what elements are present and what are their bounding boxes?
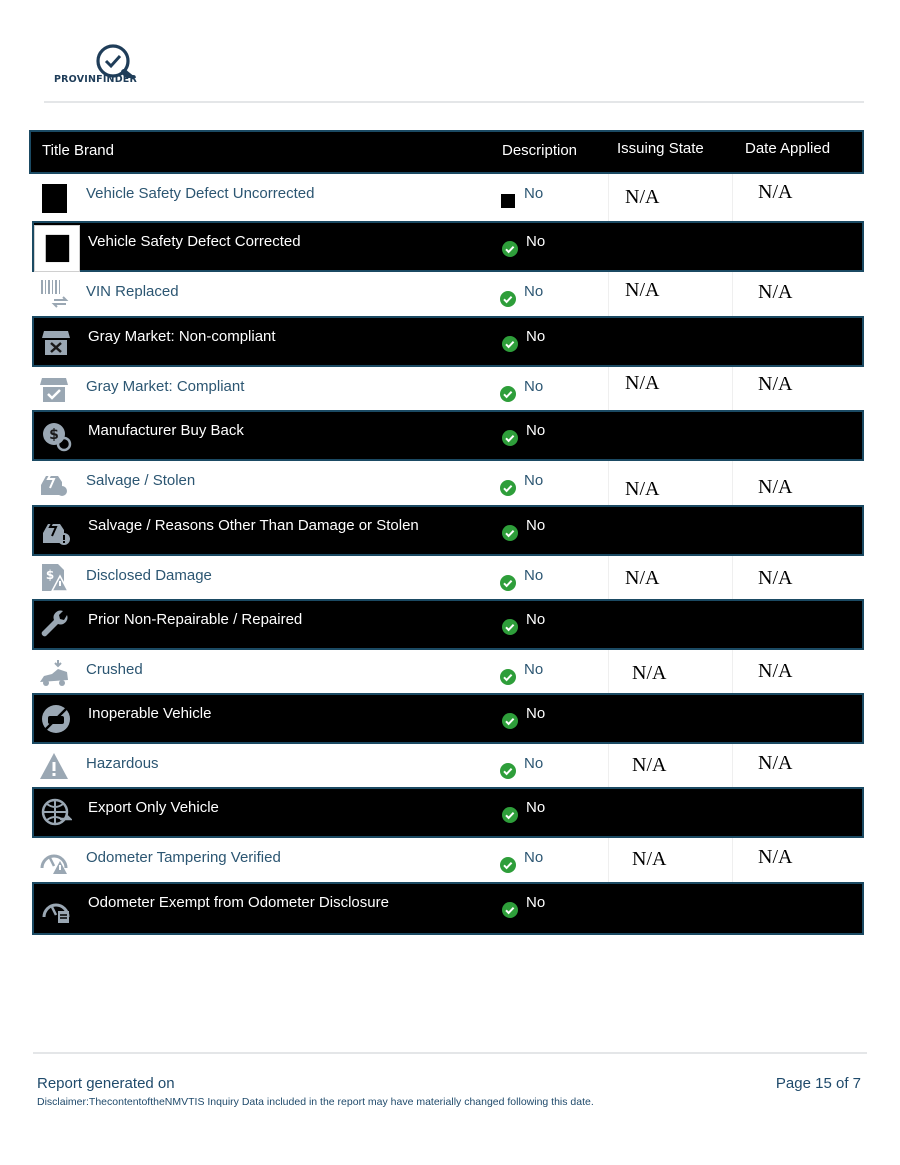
svg-text:$: $ — [45, 568, 55, 582]
header-divider — [44, 101, 864, 103]
issuing-state-value: N/A — [625, 279, 660, 301]
title-brand-label: Hazardous — [86, 755, 159, 772]
description-value: No — [524, 567, 544, 584]
title-brand-label: Export Only Vehicle — [88, 799, 219, 816]
footer-divider — [33, 1052, 867, 1054]
title-brand-row — [32, 461, 864, 505]
crushed-car-icon — [38, 656, 70, 688]
date-applied-value: N/A — [758, 281, 793, 303]
green-check-icon — [502, 713, 518, 729]
green-check-icon — [500, 575, 516, 591]
logo-text: PROVINFINDER — [54, 74, 138, 85]
description-value: No — [526, 233, 546, 250]
issuing-state-value: N/A — [625, 567, 660, 589]
provinfinder-logo — [46, 22, 152, 102]
date-applied-value: N/A — [758, 181, 793, 203]
page-number: Page 15 of 7 — [775, 1075, 861, 1092]
car-slash-icon — [40, 703, 72, 735]
svg-text:$: $ — [49, 427, 59, 443]
date-applied-value: N/A — [758, 373, 793, 395]
issuing-state-value: N/A — [632, 662, 667, 684]
title-brand-row — [32, 882, 864, 935]
column-title-brand: Title Brand — [42, 142, 114, 159]
store-check-icon — [38, 373, 70, 405]
green-check-icon — [500, 669, 516, 685]
description-value: No — [526, 894, 546, 911]
title-brand-label: Gray Market: Non-compliant — [88, 328, 276, 345]
disclaimer-text: Disclaimer:ThecontentoftheNMVTIS Inquiry Data included in the report may have materially changed following this date. — [37, 1096, 594, 1108]
report-generated-label: Report generated on — [37, 1075, 175, 1092]
dollar-refresh-icon — [40, 420, 72, 452]
date-applied-value: N/A — [758, 846, 793, 868]
title-brand-row — [32, 787, 864, 838]
green-check-icon — [502, 902, 518, 918]
date-applied-value: N/A — [758, 567, 793, 589]
odometer-document-icon — [40, 893, 72, 925]
title-brand-row — [32, 410, 864, 461]
green-check-icon — [500, 763, 516, 779]
title-brand-row — [32, 556, 864, 599]
title-brand-row — [32, 599, 864, 650]
title-brand-label: Odometer Tampering Verified — [86, 849, 281, 866]
title-brand-row — [32, 316, 864, 367]
title-brand-row — [32, 650, 864, 693]
issuing-state-value: N/A — [625, 478, 660, 500]
issuing-state-value: N/A — [625, 372, 660, 394]
title-brand-row — [32, 744, 864, 787]
green-check-icon — [502, 807, 518, 823]
description-value: No — [524, 755, 544, 772]
globe-export-icon — [40, 797, 72, 829]
title-brand-label: Gray Market: Compliant — [86, 378, 245, 395]
title-brand-label: Crushed — [86, 661, 143, 678]
title-brand-row — [32, 174, 864, 221]
redacted-square-icon — [38, 182, 70, 214]
green-check-icon — [500, 386, 516, 402]
title-brand-row — [32, 838, 864, 882]
date-applied-value: N/A — [758, 660, 793, 682]
table-header — [29, 130, 864, 174]
title-brand-label: Salvage / Reasons Other Than Damage or Stolen — [88, 517, 419, 534]
odometer-warning-icon — [38, 844, 70, 876]
description-value: No — [524, 472, 544, 489]
description-value: No — [526, 328, 546, 345]
document-dollar-warning-icon — [38, 562, 70, 594]
title-brand-row — [32, 367, 864, 410]
green-check-icon — [500, 857, 516, 873]
warning-triangle-icon — [38, 750, 70, 782]
redacted-square-icon — [34, 225, 80, 272]
car-damage-alert-icon — [40, 515, 72, 547]
green-check-icon — [502, 525, 518, 541]
description-value: No — [526, 422, 546, 439]
title-brand-label: Salvage / Stolen — [86, 472, 196, 489]
green-check-icon — [500, 291, 516, 307]
description-value: No — [524, 185, 544, 202]
title-brand-label: Odometer Exempt from Odometer Disclosure — [88, 894, 389, 911]
title-brand-row — [32, 693, 864, 744]
magnifier-check-icon — [46, 22, 152, 78]
wrench-icon — [40, 609, 72, 641]
green-check-icon — [502, 430, 518, 446]
redacted-square-icon — [500, 193, 516, 209]
green-check-icon — [502, 241, 518, 257]
car-damage-icon — [38, 467, 70, 499]
date-applied-value: N/A — [758, 752, 793, 774]
description-value: No — [524, 661, 544, 678]
issuing-state-value: N/A — [632, 848, 667, 870]
title-brand-label: Prior Non-Repairable / Repaired — [88, 611, 303, 628]
green-check-icon — [502, 336, 518, 352]
title-brand-label: Manufacturer Buy Back — [88, 422, 244, 439]
description-value: No — [526, 517, 546, 534]
title-brand-row — [32, 272, 864, 316]
description-value: No — [524, 283, 544, 300]
date-applied-value: N/A — [758, 476, 793, 498]
green-check-icon — [500, 480, 516, 496]
description-value: No — [524, 849, 544, 866]
title-brand-label: Vehicle Safety Defect Corrected — [88, 233, 301, 250]
column-date-applied: Date Applied — [745, 140, 831, 157]
description-value: No — [524, 378, 544, 395]
title-brand-row — [32, 221, 864, 272]
title-brand-label: Inoperable Vehicle — [88, 705, 212, 722]
description-value: No — [526, 611, 546, 628]
column-issuing-state: Issuing State — [617, 140, 704, 157]
title-brand-label: Disclosed Damage — [86, 567, 212, 584]
vin-barcode-icon — [38, 278, 70, 310]
description-value: No — [526, 705, 546, 722]
description-value: No — [526, 799, 546, 816]
issuing-state-value: N/A — [625, 186, 660, 208]
title-brand-row — [32, 505, 864, 556]
issuing-state-value: N/A — [632, 754, 667, 776]
green-check-icon — [502, 619, 518, 635]
title-brand-label: Vehicle Safety Defect Uncorrected — [86, 185, 315, 202]
column-description: Description — [502, 142, 578, 159]
title-brand-label: VIN Replaced — [86, 283, 179, 300]
store-x-icon — [40, 326, 72, 358]
